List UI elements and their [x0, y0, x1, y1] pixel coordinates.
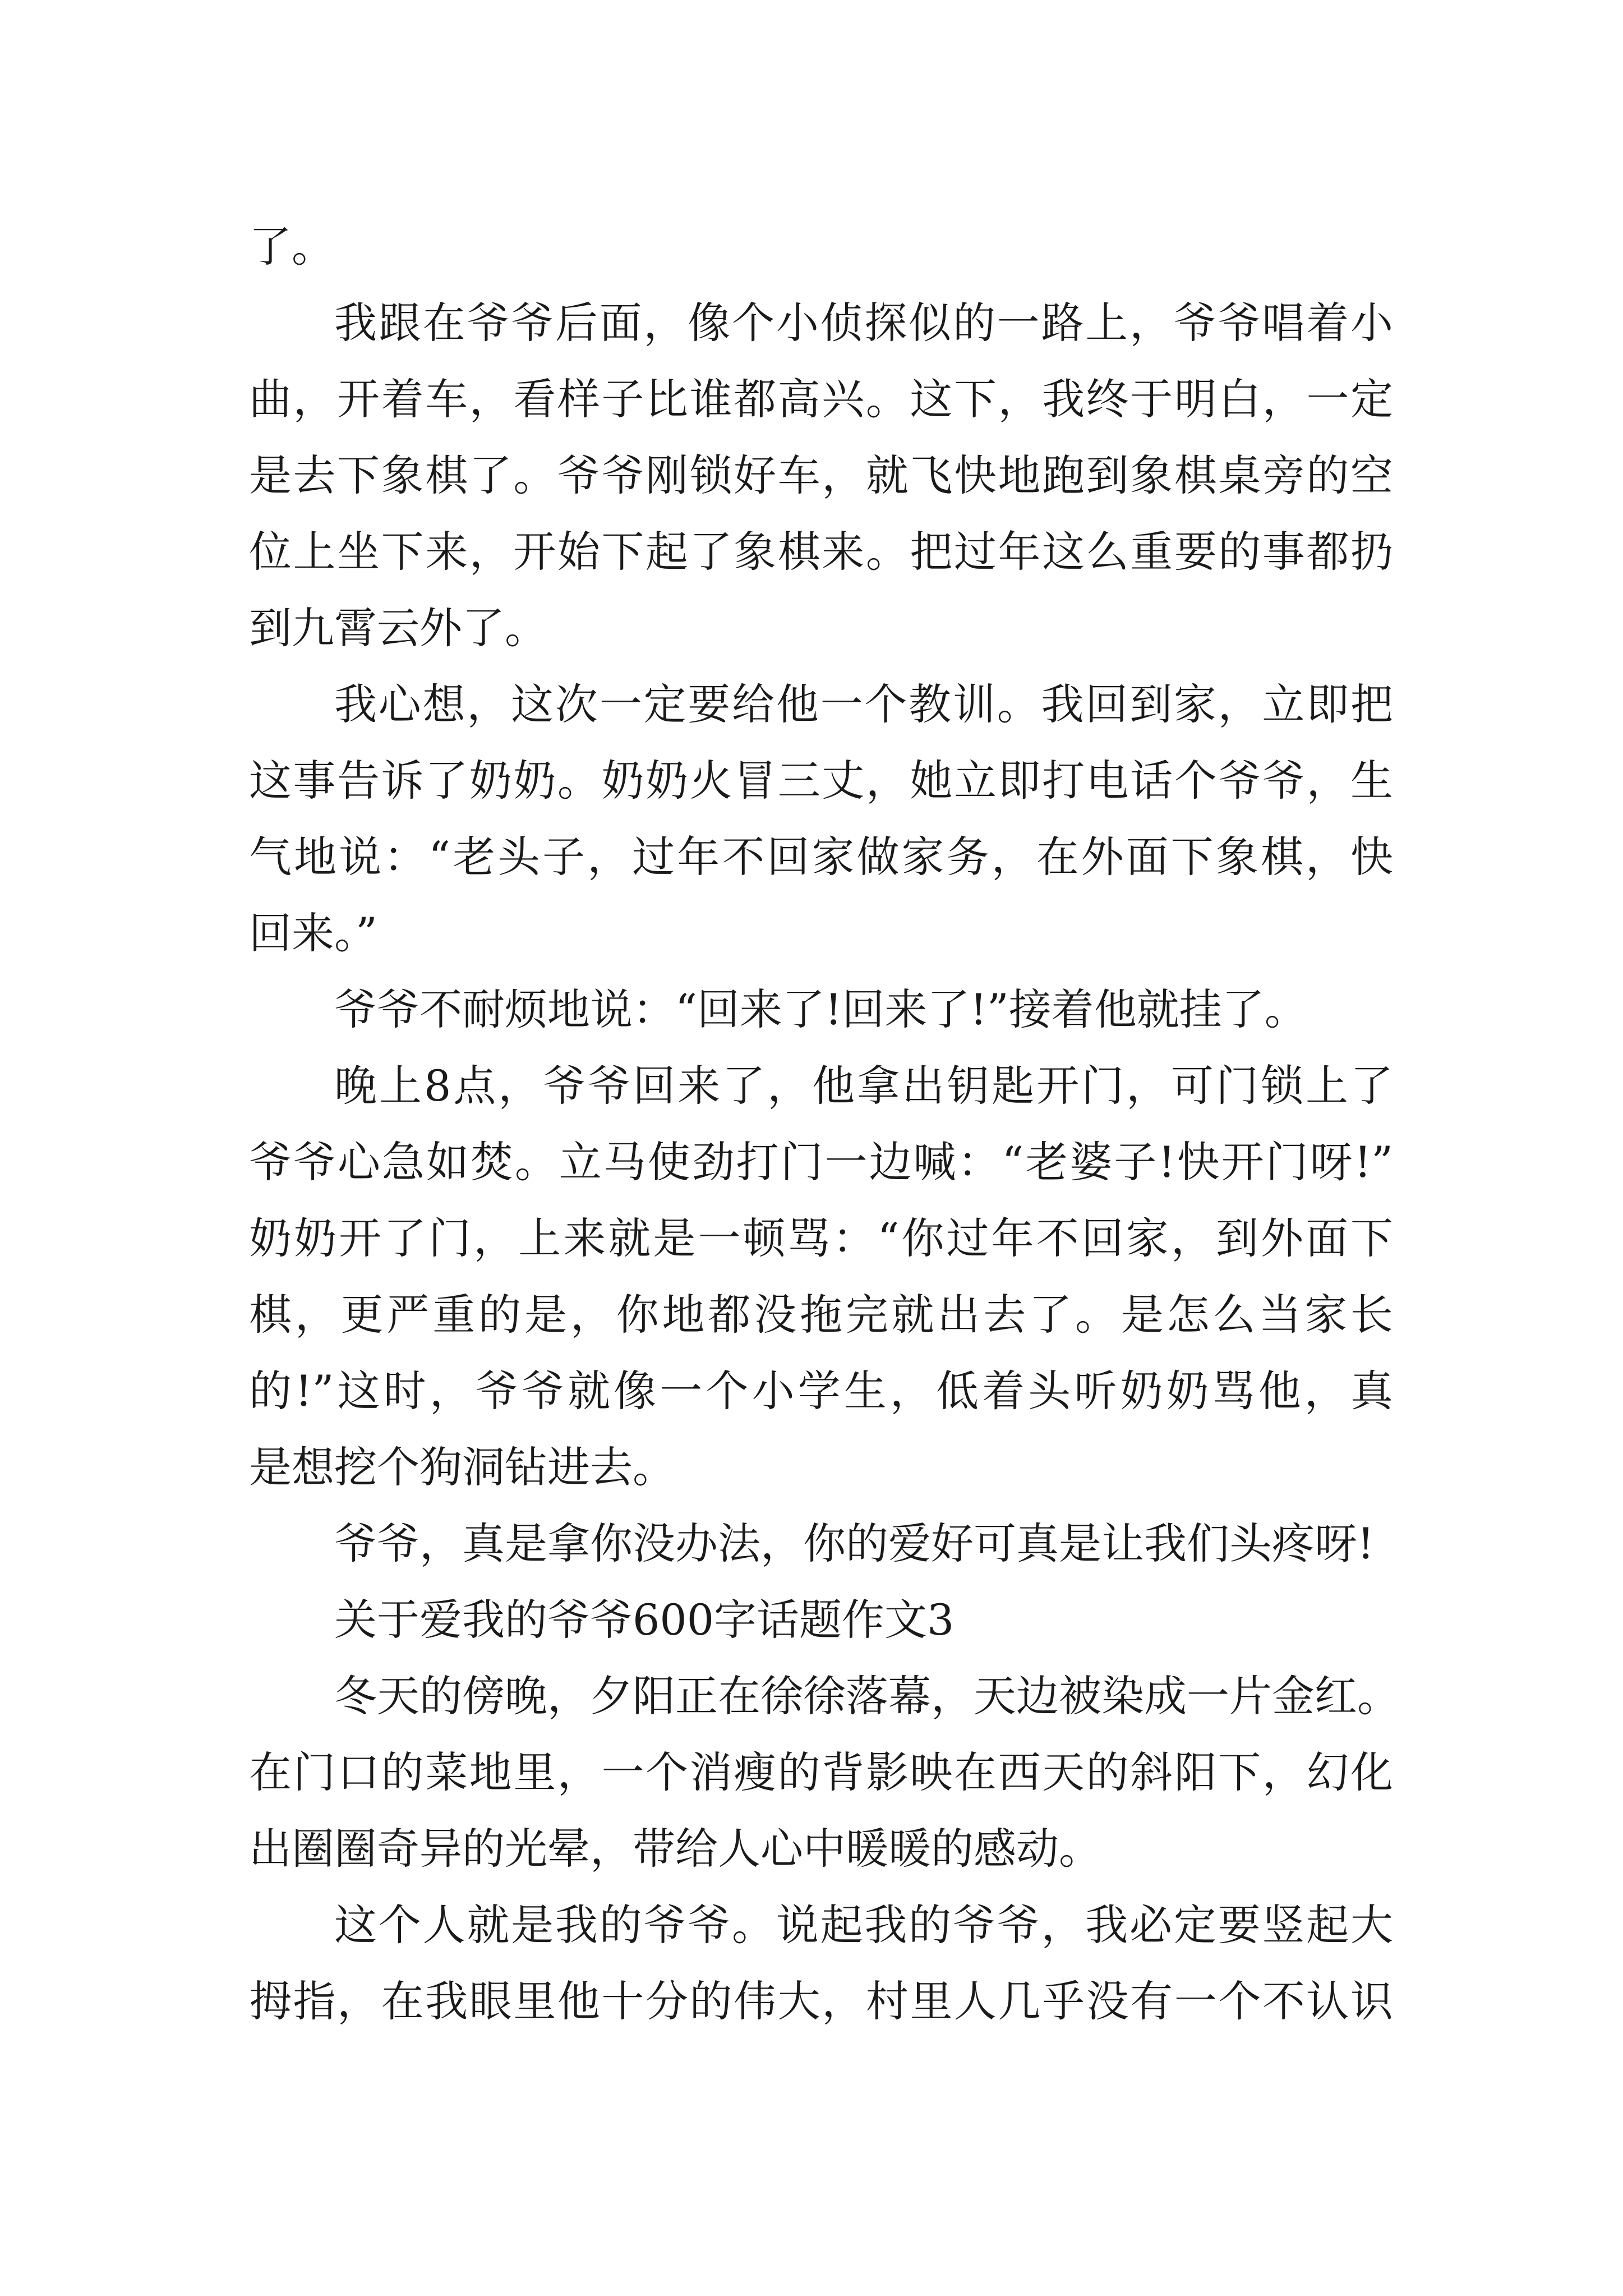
text-line: 的!”这时，爷爷就像一个小学生，低着头听奶奶骂他，真 — [249, 1366, 1393, 1416]
text-line: 这事告诉了奶奶。奶奶火冒三丈，她立即打电话个爷爷，生 — [249, 756, 1393, 806]
text-line: 这个人就是我的爷爷。说起我的爷爷，我必定要竖起大 — [334, 1900, 1393, 1950]
text-line: 位上坐下来，开始下起了象棋来。把过年这么重要的事都扔 — [249, 527, 1393, 577]
text-line: 出圈圈奇异的光晕，带给人心中暖暖的感动。 — [249, 1824, 1101, 1874]
text-line: 爷爷心急如焚。立马使劲打门一边喊：“老婆子!快开门呀!” — [249, 1137, 1393, 1187]
text-line: 是想挖个狗洞钻进去。 — [249, 1442, 675, 1492]
text-line: 是去下象棋了。爷爷刚锁好车，就飞快地跑到象棋桌旁的空 — [249, 450, 1393, 500]
text-line: 爷爷不耐烦地说：“回来了!回来了!”接着他就挂了。 — [334, 984, 1307, 1034]
essay-heading: 关于爱我的爷爷600字话题作文3 — [334, 1595, 955, 1645]
text-line: 我跟在爷爷后面，像个小侦探似的一路上，爷爷唱着小 — [334, 298, 1393, 348]
text-line: 到九霄云外了。 — [249, 603, 547, 653]
text-line: 在门口的菜地里，一个消瘦的背影映在西天的斜阳下，幻化 — [249, 1747, 1393, 1797]
text-line: 奶奶开了门，上来就是一顿骂：“你过年不回家，到外面下 — [249, 1213, 1393, 1263]
text-line: 回来。” — [249, 908, 377, 958]
text-line: 棋，更严重的是，你地都没拖完就出去了。是怎么当家长 — [249, 1290, 1393, 1340]
text-line: 爷爷，真是拿你没办法，你的爱好可真是让我们头疼呀! — [334, 1519, 1375, 1568]
text-line: 晚上8点，爷爷回来了，他拿出钥匙开门，可门锁上了 — [334, 1061, 1393, 1111]
essay-body — [249, 209, 1400, 2040]
text-line: 冬天的傍晚，夕阳正在徐徐落幕，天边被染成一片金红。 — [334, 1671, 1400, 1721]
text-line: 拇指，在我眼里他十分的伟大，村里人几乎没有一个不认识 — [249, 1976, 1393, 2026]
text-line: 气地说：“老头子，过年不回家做家务，在外面下象棋，快 — [249, 832, 1393, 882]
text-line: 我心想，这次一定要给他一个教训。我回到家，立即把 — [334, 679, 1393, 729]
text-line: 了。 — [249, 222, 334, 272]
text-line: 曲，开着车，看样子比谁都高兴。这下，我终于明白，一定 — [249, 374, 1393, 424]
